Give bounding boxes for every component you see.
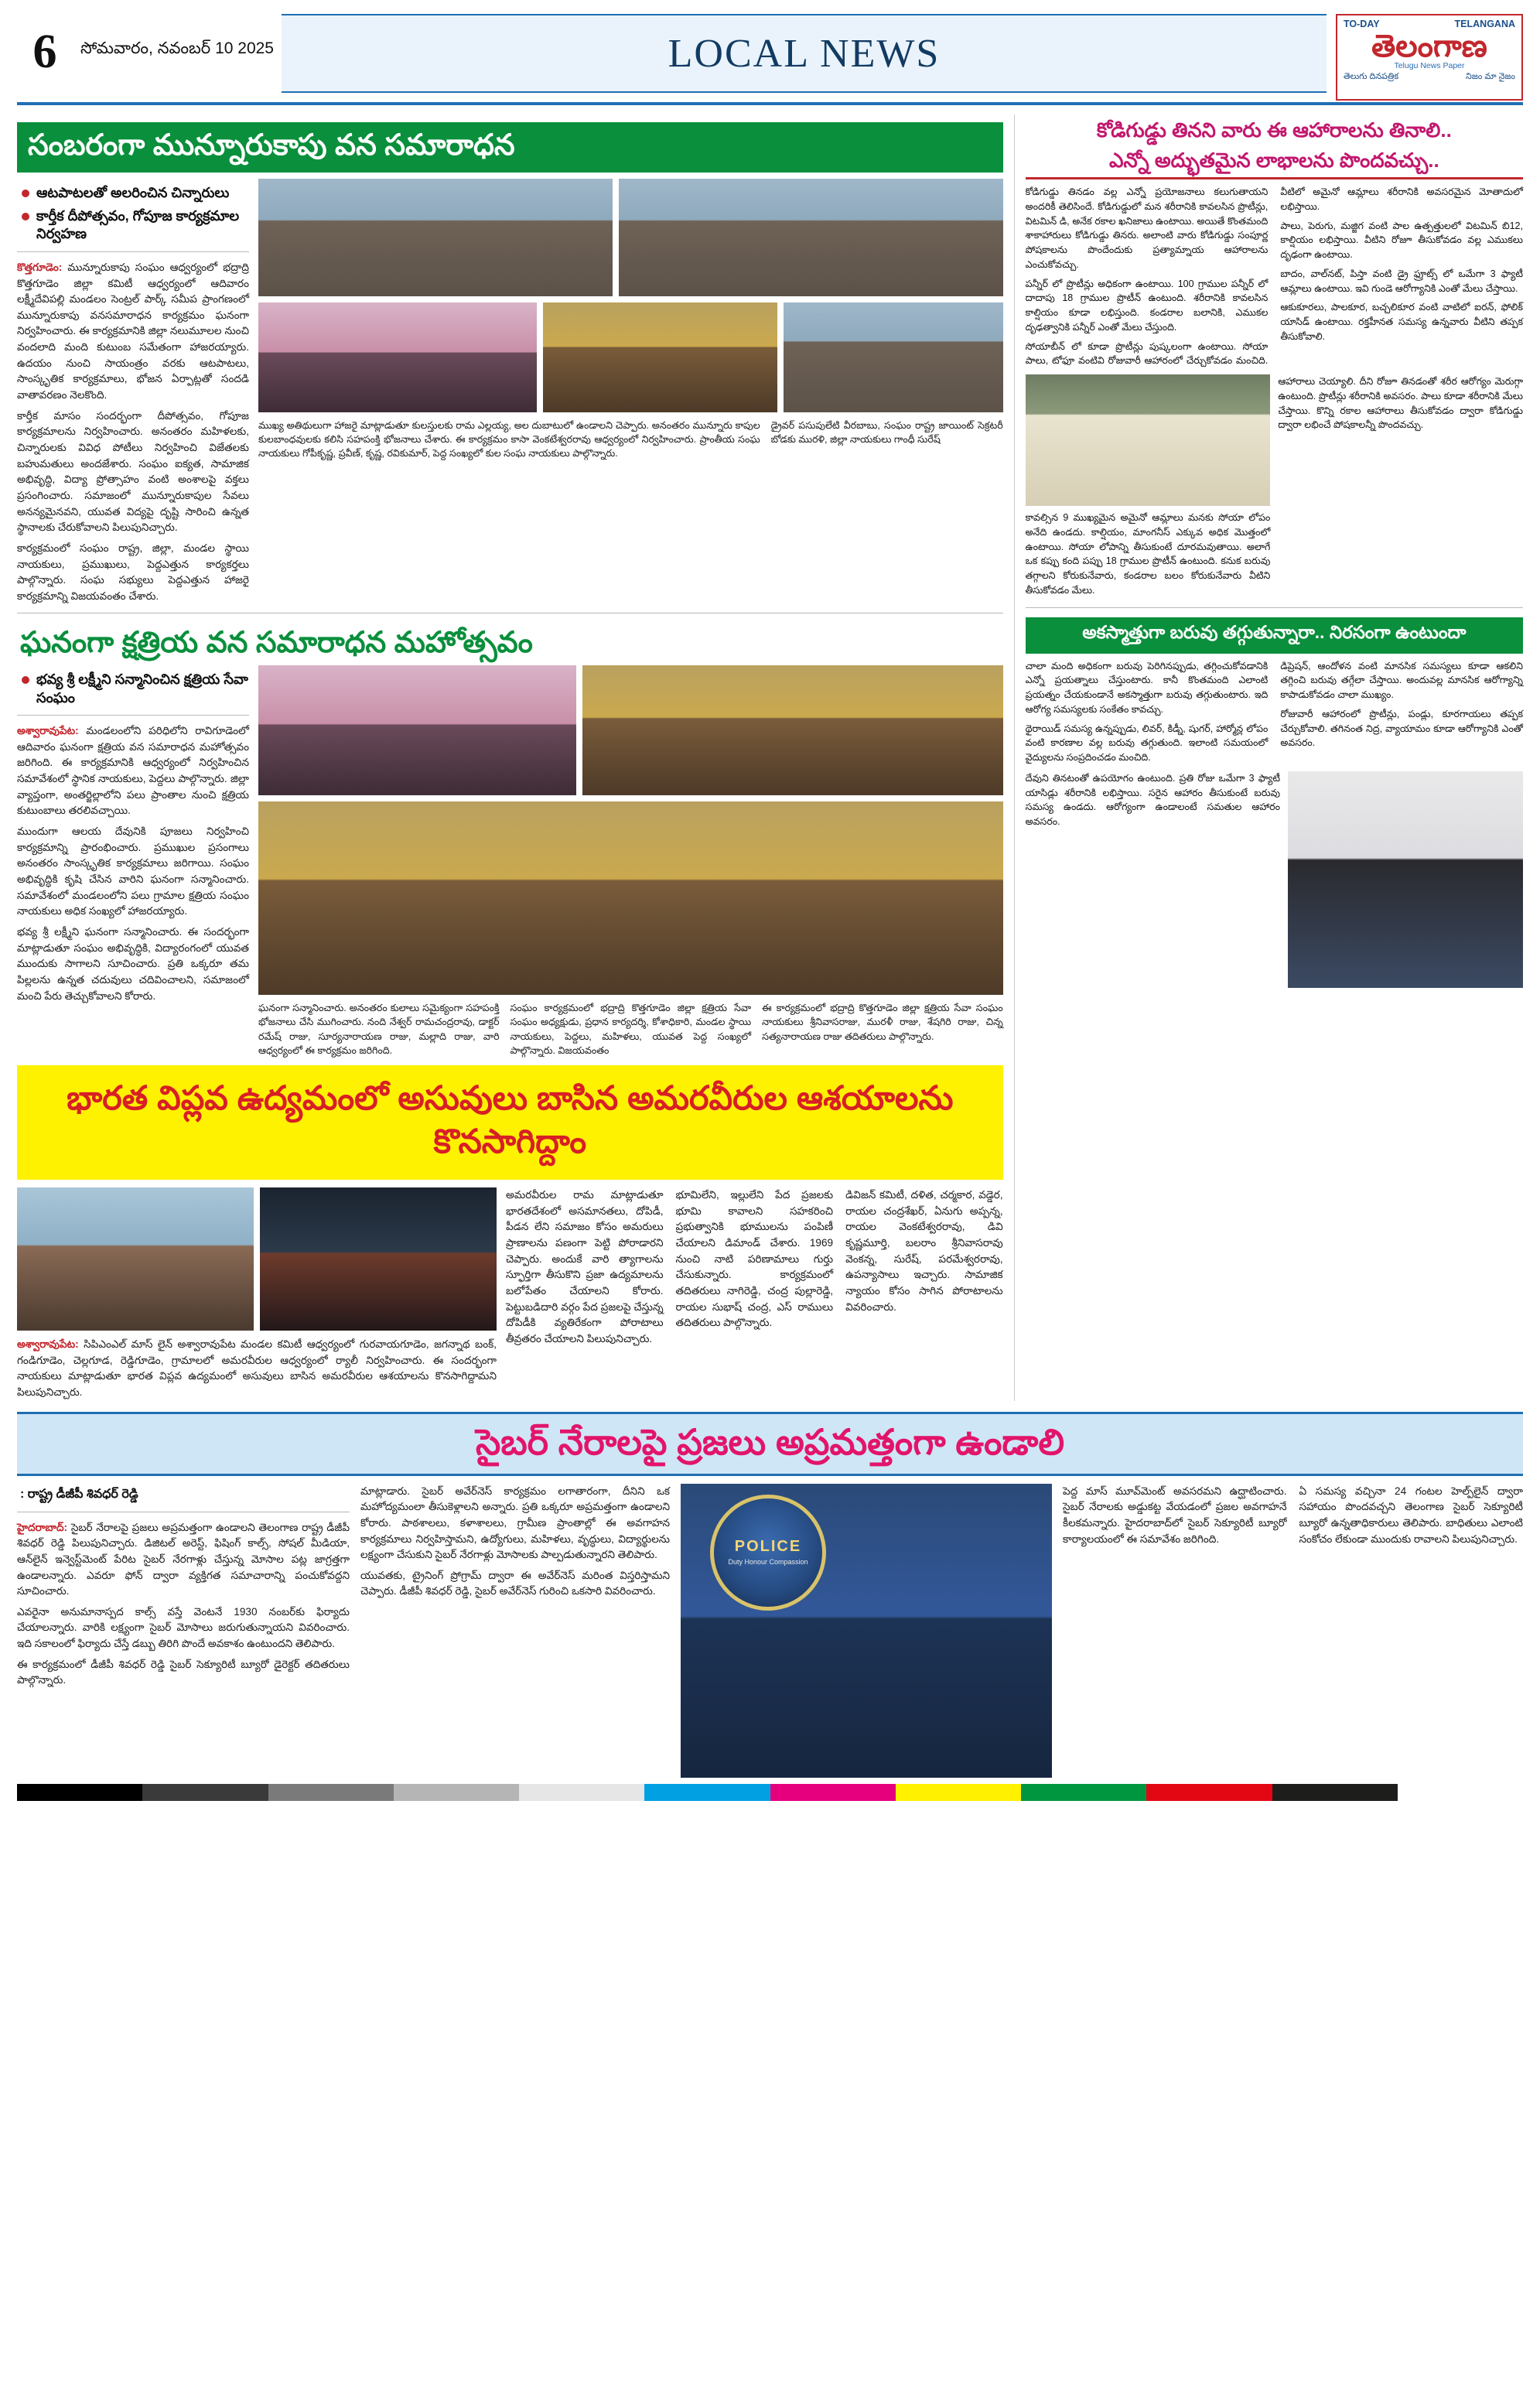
article-headline-line2: ఎన్నో అద్భుతమైన లాభాలను పొందవచ్చు.. <box>1108 148 1439 172</box>
column-divider <box>1014 114 1015 1401</box>
right-column <box>1026 114 1523 1401</box>
article-headline: సైబర్ నేరాలపై ప్రజలు అప్రమత్తంగా ఉండాలి <box>475 1421 1065 1462</box>
article-headline: సంబరంగా మున్నూరుకాపు వన సమారాధన <box>17 122 1003 173</box>
article-subhead: : రాష్ట్ర డీజీపీ శివధర్ రెడ్డి <box>20 1487 138 1501</box>
photo-award-presentation <box>258 801 1003 995</box>
dateline: అశ్వారావుపేట: <box>17 1338 79 1351</box>
article-headline: భారత విప్లవ ఉద్యమంలో అసువులు బాసిన అమరవీరుల ఆశయాలను కొనసాగిద్దాం <box>17 1065 1003 1180</box>
photo-caption: సంఘం కార్యక్రమంలో భద్రాద్రి కొత్తగూడెం జిల్లా క్షత్రియ సేవా సంఘం అధ్యక్షుడు, ప్రధాన కార్యదర్శి, కోశాధికారి, మండల స్థాయి నాయకులు, పెద్దలు, మహిళలు, యువత పెద్ద సంఖ్యలో పాల్గొన్నారు. విజయవంతం <box>510 1003 752 1056</box>
article-paragraph: యువతకు, ట్రైనింగ్ ప్రోగ్రామ్ ద్వారా ఈ అవేర్‌నెస్ మరింత విస్తరిస్తామని చెప్పారు. డీజీపీ శివధర్ రెడ్డి, సైబర్ అవేర్‌నెస్ గురించి ఒకసారి వివరించారు. <box>360 1569 670 1597</box>
logo-top-right: TELANGANA <box>1454 19 1515 29</box>
article-headline-line1: కోడిగుడ్డు తినని వారు ఈ ఆహారాలను తినాలి.. <box>1096 118 1452 142</box>
article-paragraph: పన్నీర్ లో ప్రొటీన్లు అధికంగా ఉంటాయి. 100 గ్రాముల పన్నీర్ లో దాదాపు 18 గ్రాముల ప్రొటీన్ ఉంటుంది. శరీరానికి కావలసిన కాల్షియం కూడా లభిస్తుంది. కండరాల బలానికి, ఎముకల దృఢత్వానికి పన్నీర్ ఎంతో మేలు చేస్తుంది. <box>1025 278 1269 333</box>
bullet-item <box>22 207 249 244</box>
photo-caption: కావల్సిన 9 ముఖ్యమైన అమైనో ఆమ్లాలు మనకు సోయా లోపం అనేది ఉండదు. కాల్షియం, మాంగనీస్ ఎక్కువ అధిక మొత్తంలో ఉంటాయి. సోయా లోపాన్ని తీసుకుంటే దూరమవుతాయి. అలాగే ఒక కప్పు కంది పప్పు 18 గ్రాముల ప్రొటీన్ ఉంటుంది. కనుక బరువు తగ్గాలని కోరుకునేవారు, కండరాల బలం కోరుకునేవారు వీటిని తీసుకోవడం మేలు. <box>1025 512 1271 596</box>
logo-top-left: TO-DAY <box>1344 19 1380 29</box>
police-badge-text: POLICE <box>734 1537 802 1555</box>
photo-family-group <box>258 665 576 795</box>
article-paragraph: పెద్ద మాస్ మూవ్‌మెంట్ అవసరమని ఉద్ఘాటించారు. సైబర్ నేరాలకు అడ్డుకట్ట వేయడంలో ప్రజల అవగాహనే కీలకమన్నారు. హైదరాబాద్‌లో సైబర్ సెక్యూరిటీ బ్యూరో కార్యాలయంలో ఈ సమావేశం జరిగింది. <box>1063 1485 1287 1545</box>
section-title: LOCAL NEWS <box>668 31 941 76</box>
article-paragraph: రోజువారీ ఆహారంలో ప్రొటీన్లు, పండ్లు, కూరగాయలు తప్పక చేర్చుకోవాలి. తగినంత నిద్ర, వ్యాయామం కూడా ఆరోగ్యానికి ఎంతో అవసరం. <box>1280 708 1523 749</box>
article-paragraph: భూమిలేని, ఇల్లులేని పేద ప్రజలకు భూమి కావాలని సహకరించి ప్రభుత్వానికి భూములను పంపిణీ చేయాలని డిమాండ్ చేశారు. 1969 నుంచి నాటి పరిణామాలు గుర్తు చేసుకున్నారు. కార్యక్రమంలో తదితరులు నాగిరెడ్డి, చంద్ర పుల్లారెడ్డి, రాయల సుభాష్ చంద్ర, ఎస్ రాములు తదితరులు పాల్గొన్నారు. <box>675 1189 834 1329</box>
left-column <box>17 114 1003 1401</box>
logo-bottom-left: తెలుగు దినపత్రిక <box>1344 72 1399 81</box>
dateline: కొత్తగూడెం: <box>17 261 63 273</box>
photo-leaders-group <box>784 302 1003 412</box>
article-paragraph: కార్యక్రమంలో సంఘం రాష్ట్ర, జిల్లా, మండల స్థాయి నాయకులు, ప్రముఖులు, పెద్దఎత్తున కార్యకర్తలు పాల్గొన్నారు. సంఘ సభ్యులు పెద్దఎత్తున హాజరై కార్యక్రమాన్ని విజయవంతం చేశారు. <box>17 542 249 602</box>
article-paragraph: ఈ కార్యక్రమంలో డీజీపీ శివధర్ రెడ్డి సైబర్ సెక్యూరిటీ బ్యూరో డైరెక్టర్ తదితరులు పాల్గొన్నారు. <box>17 1658 350 1686</box>
dateline: అశ్వారావుపేట: <box>17 725 79 737</box>
bullet-label: భవ్య శ్రీ లక్ష్మీని సన్మానించిన క్షత్రియ సేవా సంఘం <box>36 671 248 706</box>
police-badge-motto: Duty Honour Compassion <box>728 1557 808 1566</box>
photo-loose-jeans <box>1288 771 1523 988</box>
article-paragraph: మున్నూరుకాపు సంఘం ఆధ్వర్యంలో భద్రాద్రి కొత్తగూడెం జిల్లా కమిటీ ఆధ్వర్యంలో ఆదివారం లక్ష్మీదేవిపల్లి మండలం సెంట్రల్ పార్క్ సమీప ప్రాంగణంలో మున్నూరుకాపు వనసమారాధన కార్యక్రమం ఘనంగా నిర్వహించారు. ఈ కార్యక్రమానికి జిల్లా నలుమూలల నుంచి వందలాది మంది కుటుంబ సమేతంగా హాజరయ్యారు. ఉదయం నుంచి సాయంత్రం వరకు ఆటపాటలు, సాంస్కృతిక కార్యక్రమాలు, భోజన ఏర్పాట్లతో సందడి వాతావరణం నెలకొంది. <box>17 261 249 401</box>
bullet-item <box>22 184 249 202</box>
article-martyrs <box>17 1065 1003 1400</box>
photo-stage-dais <box>582 665 1003 795</box>
article-paragraph: కార్తీక మాసం సందర్భంగా దీపోత్సవం, గోపూజ కార్యక్రమాలను నిర్వహించారు. అనంతరం మహిళలకు, చిన్నారులకు వివిధ పోటీలు నిర్వహించి విజేతలకు బహుమతులు అందజేశారు. సంఘం ఐక్యత, సామాజిక అభివృద్ధి, విద్యా ప్రోత్సాహం వంటి అంశాలపై వక్తలు ప్రసంగించారు. సమాజంలో మున్నూరుకాపుల సేవలు అనన్యమైనవని, యువత విద్యపై దృష్టి సారించి ఉన్నత స్థానాలకు చేరుకోవాలని పిలుపునిచ్చారు. <box>17 409 249 534</box>
logo-sub-right: Telugu News Paper <box>1394 61 1465 70</box>
dateline: హైదరాబాద్: <box>17 1521 68 1533</box>
article-paragraph: డివిజన్ కమిటీ, దళిత, చర్మకార, వడ్డెర, రాయల చంద్రశేఖర్, ఏనుగు అప్పన్న, రాయల వెంకటేశ్వరరావు, డివి కృష్ణమూర్తి, బలరాం శ్రీనివాసరావు వెంకన్న, సురేష్, పరమేశ్వరరావు, ఉపన్యాసాలు ఇచ్చారు. సామాజిక న్యాయం కోసం సాగిన పోరాటాలను వివరించారు. <box>845 1189 1003 1313</box>
article-paragraph: మండలంలోని పరిధిలోని రావిగూడెంలో ఆదివారం ఘనంగా క్షత్రియ వన సమారాధన మహోత్సవం జరిగింది. ఈ కార్యక్రమానికి ఆధ్వర్యంలో నిర్వహించిన సమావేశంలో స్థానిక నాయకులు, పెద్దలు పాల్గొన్నారు. జిల్లా వ్యాప్తంగా, అంతర్జిల్లాలోని పలు ప్రాంతాల నుంచి క్షత్రియ కుటుంబాలు తరలివచ్చాయి. <box>17 725 250 817</box>
bullet-label: కార్తీక దీపోత్సవం, గోపూజ కార్యక్రమాల నిర్వహణ <box>36 208 240 242</box>
article-paragraph: సోయాబీన్ లో కూడా ప్రొటీన్లు పుష్కలంగా ఉంటాయి. సోయా పాలు, టోఫూ వంటివి రోజువారీ ఆహారంలో చేర్చుకోవడం మంచిది. వీటిలో అమైనో ఆమ్లాలు శరీరానికి అవసరమైన మోతాదులో లభిస్తాయి. <box>1025 186 1523 367</box>
article-paragraph: మాట్లాడారు. సైబర్ అవేర్‌నెస్ కార్యక్రమం లగాతారంగా, దీనిని ఒక మహోద్యమంలా తీసుకెళ్లాలని అన్నారు. ప్రతి ఒక్కరూ అప్రమత్తంగా ఉండాలని కోరారు. పాఠశాలలు, కళాశాలలు, గ్రామీణ ప్రాంతాల్లో ఈ అవగాహన కార్యక్రమాలు నిర్వహిస్తామని, ఉద్యోగులు, మహిళలు, వృద్ధులు, విద్యార్థులను లక్ష్యంగా చేసుకుని సైబర్ నేరగాళ్లు మోసాలకు పాల్పడుతున్నారని తెలిపారు. <box>360 1485 670 1561</box>
article-paragraph: ఎవరైనా అనుమానాస్పద కాల్స్ వస్తే వెంటనే 1930 నంబర్‌కు ఫిర్యాదు చేయాలన్నారు. వారికి లక్ష్యంగా సైబర్ మోసాలు జరుగుతున్నాయని వివరించారు. ఇది సకాలంలో ఫిర్యాదు చేస్తే డబ్బు తిరిగి పొందే అవకాశం ఉంటుందని తెలిపారు. <box>17 1605 350 1650</box>
print-color-bar <box>17 1784 1523 1801</box>
bullet-label: ఆటపాటలతో అలరించిన చిన్నారులు <box>36 184 230 200</box>
article-headline: ఘనంగా క్షత్రియ వన సమారాధన మహోత్సవం <box>20 626 533 659</box>
article-paragraph: అమరవీరుల రామ మాట్లాడుతూ భారతదేశంలో అసమానతలు, దోపిడీ, పీడన లేని సమాజం కోసం అమరులు ప్రాణాలను పణంగా పెట్టి పోరాడారని చెప్పారు. అందుకే వారి త్యాగాలను స్ఫూర్తిగా తీసుకొని ప్రజా ఉద్యమాలను బలోపేతం చేయాలని కోరారు. పెట్టుబడిదారి వర్గం పేద ప్రజలపై చేస్తున్న దోపిడీకి వ్యతిరేకంగా పోరాటాలు తీవ్రతరం చేయాలని పిలుపునిచ్చారు. <box>506 1189 664 1345</box>
photo-caption: డ్రైవర్ పసుపులేటి వీరబాబు, సంఘం రాష్ట్ర జాయింట్ సెక్రటరీ బోడకు మురళి, జిల్లా నాయకులు గాంధీ సురేష్ <box>770 419 1003 445</box>
article-sudden-weight-loss <box>1026 617 1523 988</box>
masthead-rule <box>17 102 1523 105</box>
article-paragraph: భవ్య శ్రీ లక్ష్మీని ఘనంగా సన్మానించారు. ఈ సందర్భంగా మాట్లాడుతూ సంఘం అభివృద్ధికి, విద్యారంగంలో యువత ముందుకు సాగాలని సూచించారు. ప్రతి ఒక్కరూ తమ పిల్లలను ఉన్నత చదువులు చదివించాలని, సమాజంలో మంచి పేరు తెచ్చుకోవాలని కోరారు. <box>17 925 249 1002</box>
article-paragraph: దేవుని తినటంతో ఉపయోగం ఉంటుంది. ప్రతి రోజు ఒమేగా 3 ఫ్యాటీ యాసిడ్లు శరీరానికి లభిస్తాయి. సరైన ఆహారం తీసుకుంటే బరువు సమస్య ఉండదు. ఆరోగ్యంగా ఉండాలంటే సమతుల ఆహారం అవసరం. <box>1025 772 1280 827</box>
photo-caption: ఈ కార్యక్రమంలో భద్రాద్రి కొత్తగూడెం జిల్లా క్షత్రియ సేవా సంఘం నాయకులు శ్రీనివాసరాజు, మురళీ రాజు, శేషగిరి రాజు, చిన్న సత్యనారాయణ రాజు తదితరులు పాల్గొన్నారు. <box>762 1003 1003 1042</box>
article-egg-alternatives <box>1026 114 1523 598</box>
article-paragraph: సిపిఎంఎల్ మాస్ లైన్ అశ్వారావుపేట మండల కమిటీ ఆధ్వర్యంలో గురవాయగూడెం, జగన్నాథ బంక్, గండిగూడెం, చెల్లగూడ, రెడ్డిగూడెం, గ్రామాలలో అమరవీరుల ఆధ్వర్యంలో ర్యాలీ నిర్వహించారు. ఈ సందర్భంగా నాయకులు మాట్లాడుతూ భారత విప్లవ ఉద్యమంలో అసువులు బాసిన అమరవీరుల ఆశయాలను కొనసాగిద్దామని పిలుపునిచ్చారు. <box>17 1338 497 1398</box>
logo-bottom-right: నిజం మా నైజం <box>1466 72 1515 81</box>
article-paragraph: సైబర్ నేరాలపై ప్రజలు అప్రమత్తంగా ఉండాలని తెలంగాణ రాష్ట్ర డీజీపీ శివధర్ రెడ్డి పిలుపునిచ్చారు. డిజిటల్ అరెస్ట్, ఫిషింగ్ కాల్స్, సోషల్ మీడియా, ఆన్‌లైన్ ఇన్వెస్ట్‌మెంట్ పేరిట సైబర్ నేరగాళ్లు చేస్తున్న మోసాల పట్ల జాగ్రత్తగా ఉండాలన్నారు. ఎవరూ ఫోన్ ద్వారా వ్యక్తిగత సమాచారాన్ని పంచుకోవద్దని సూచించారు. <box>17 1521 350 1597</box>
newspaper-logo <box>1336 14 1523 101</box>
article-cyber-crime <box>17 1412 1523 1778</box>
article-paragraph: ఆకుకూరలు, పాలకూర, బచ్చలికూర వంటి వాటిలో ఐరన్, ఫోలిక్ యాసిడ్ ఉంటాయి. రక్తహీనత సమస్య ఉన్నవారు వీటిని తప్పక తీసుకోవాలి. <box>1280 302 1523 342</box>
photo-rally-banner <box>17 1187 254 1331</box>
article-headline: అకస్మాత్తుగా బరువు తగ్గుతున్నారా.. నిరసంగా ఉంటుందా <box>1026 617 1523 654</box>
cyber-headline-banner <box>17 1412 1523 1476</box>
photo-night-procession <box>260 1187 497 1331</box>
article-paragraph: బాదం, వాల్‌నట్, పిస్తా వంటి డ్రై ఫ్రూట్స్ లో ఒమేగా 3 ఫ్యాటీ ఆమ్లాలు ఉంటాయి. ఇవి గుండె ఆరోగ్యానికి ఎంతో మేలు చేస్తాయి. <box>1280 268 1523 294</box>
article-paragraph: ఏ సమస్య వచ్చినా 24 గంటల హెల్ప్‌లైన్ ద్వారా సహాయం పొందవచ్చని తెలంగాణ సైబర్ సెక్యూరిటీ బ్యూరో ఉన్నతాధికారులు తెలిపారు. బాధితులు ఎలాంటి సంకోచం లేకుండా ముందుకు రావాలని పిలుపునిచ్చారు. <box>1299 1485 1523 1545</box>
article-paragraph: ముందుగా ఆలయ దేవునికి పూజలు నిర్వహించి కార్యక్రమాన్ని ప్రారంభించారు. ప్రముఖుల ప్రసంగాలు అనంతరం సాంస్కృతిక కార్యక్రమాలు జరిగాయి. సంఘం అభివృద్ధికి కృషి చేసిన వారిని ఘనంగా సన్మానించారు. సమావేశంలో మండలంలోని పలు గ్రామాల క్షత్రియ సంఘం నాయకులు అధిక సంఖ్యలో హాజరయ్యారు. <box>17 825 249 917</box>
article-paragraph: చాలా మంది అధికంగా బరువు పెరిగినప్పుడు, తగ్గించుకోవడానికి ఎన్నో ప్రయత్నాలు చేస్తుంటారు. కానీ కొంతమంది ఎలాంటి ప్రయత్నం చేయకుండానే అకస్మాత్తుగా బరువు తగ్గుతుంటారు. ఇది ఆరోగ్య సమస్యలకు సంకేతం కావచ్చు. <box>1025 660 1269 715</box>
photo-meeting-dais <box>258 179 613 296</box>
page-number: 6 <box>32 25 57 78</box>
photo-caption: ఘనంగా సన్మానించారు. అనంతరం కులాలు సమైక్యంగా సహపంక్తి భోజనాలు చేసి ముగించారు. నంది నేశ్వర్ రామచంద్రరావు, డాక్టర్ రమేష్ రాజు, సూర్యనారాయణ రాజు, మల్లాది రాజు, వారి ఆధ్వర్యంలో ఈ కార్యక్రమం జరిగింది. <box>258 1003 500 1056</box>
article-paragraph: ఆహారాలు చెయ్యాలి. దీని రోజూ తినడంతో శరీర ఆరోగ్యం మెరుగ్గా ఉంటుంది. ప్రొటీన్లు శరీరానికి అవసరం. పాలు కూడా శరీరానికి మేలు చేస్తాయి. కొన్ని రకాల ఆహారాలు తీసుకోవడం ద్వారా కోడిగుడ్డు ద్వారా లభించే పోషకాలన్నీ పొందవచ్చు. <box>1278 376 1523 431</box>
photo-felicitation <box>543 302 777 412</box>
section-banner <box>282 14 1327 93</box>
article-paragraph: పాలు, పెరుగు, మజ్జిగ వంటి పాల ఉత్పత్తులలో విటమిన్ బి12, కాల్షియం లభిస్తాయి. వీటిని రోజూ తీసుకోవడం వల్ల ఎముకలు దృఢంగా ఉంటాయి. <box>1280 220 1523 260</box>
photo-cultural-performance <box>258 302 537 412</box>
article-paragraph: కోడిగుడ్డు తినడం వల్ల ఎన్నో ప్రయోజనాలు కలుగుతాయని అందరికీ తెలిసిందే. కోడిగుడ్డులో మన శరీరానికి కావలసిన ప్రొటీన్లు, విటమిన్ డి, అనేక రకాల ఖనిజాలు ఉంటాయి. అయితే కొంతమంది శాకాహారులు కోడిగుడ్డు తినరు. అలాంటి వారు కోడిగుడ్డు సంపూర్ణ పోషకాలను పొందేందుకు ప్రత్యామ్నాయ ఆహారాలను ఎంచుకోవచ్చు. <box>1025 186 1269 270</box>
masthead <box>17 14 1523 101</box>
publication-date: సోమవారం, నవంబర్ 10 2025 <box>80 39 274 57</box>
photo-caption: ముఖ్య అతిథులుగా హాజరై మాట్లాడుతూ కులస్తులకు రామ ఎల్లయ్య, అల దుబాటులో ఉండాలని చెప్పారు. అనంతరం మున్నూరు కాపుల కులబాంధవులకు కలిసి సహపంక్తి భోజనాలు చేశారు. ఈ కార్యక్రమం కాసా వెంకటేశ్వరరావు ఆధ్వర్యంలో నిర్వహించారు. ప్రాంతీయ సంఘ నాయకులు గోపీకృష్ణ, ప్రవీణ్, కృష్ణ, రవికుమార్, పెద్ద సంఖ్యలో కుల సంఘ నాయకులు పాల్గొన్నారు. <box>258 419 760 460</box>
photo-paneer-cubes <box>1026 374 1271 506</box>
article-paragraph: థైరాయిడ్ సమస్య ఉన్నప్పుడు, లివర్, కిడ్నీ, షుగర్, హార్మోన్ల లోపం వంటి కారణాల వల్ల బరువు తగ్గుతుంది. ఇలాంటి సమయంలో వైద్యులను సంప్రదించడం మంచిది. <box>1025 723 1269 763</box>
article-kshatriya <box>17 621 1003 1058</box>
photo-dgp-press-meet <box>681 1484 1052 1778</box>
article-paragraph: డిప్రెషన్, ఆందోళన వంటి మానసిక సమస్యలు కూడా ఆకలిని తగ్గించి బరువు తగ్గేలా చేస్తాయి. అందువల్ల మానసిక ఆరోగ్యాన్ని కాపాడుకోవడం చాలా ముఖ్యం. <box>1280 660 1523 700</box>
logo-wordmark: తెలంగాణ <box>1371 29 1487 63</box>
page-body <box>17 114 1523 1401</box>
photo-group-audience <box>619 179 1002 296</box>
police-emblem-icon <box>710 1495 826 1611</box>
article-munnuru-kapu <box>17 122 1003 605</box>
bullet-item <box>22 671 249 707</box>
